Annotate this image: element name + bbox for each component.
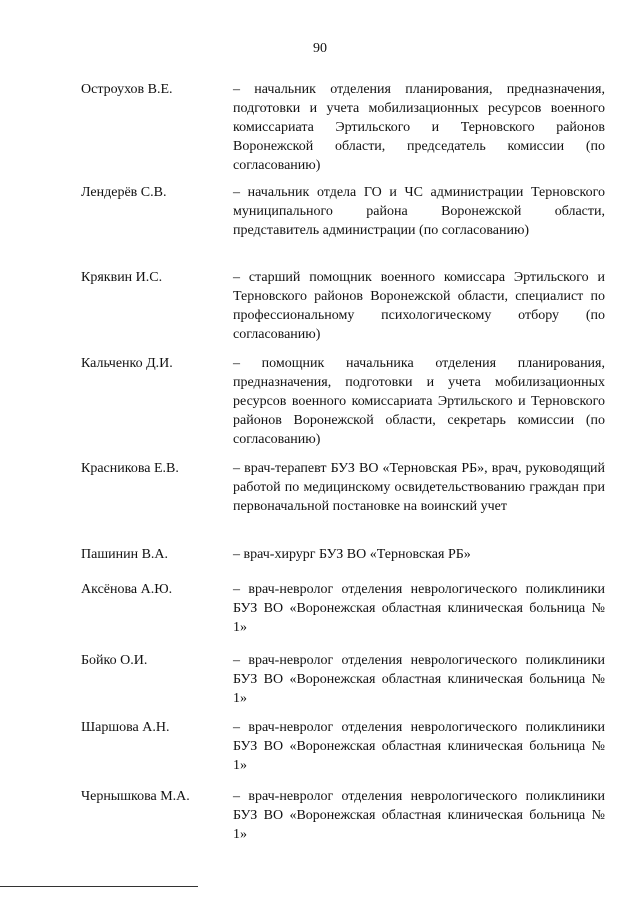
member-name: Аксёнова А.Ю. (81, 582, 173, 597)
member-name: Шаршова А.Н. (81, 720, 170, 735)
page-number: 90 (313, 41, 327, 56)
member-name: Кальченко Д.И. (81, 356, 173, 371)
member-name: Бойко О.И. (81, 653, 148, 668)
member-description: – помощник начальника отделения планирования, предназначения, подготовки и учета мобилизационных ресурсов военного комиссариата Эртильского и Терновского районов Воронежской области, секретарь комиссии (по согласованию) (233, 356, 605, 447)
member-name: Красникова Е.В. (81, 461, 179, 476)
footer-divider (0, 886, 198, 887)
member-description: – врач-хирург БУЗ ВО «Терновская РБ» (233, 547, 471, 562)
member-description: – начальник отдела ГО и ЧС администрации Терновского муниципального района Воронежской области, представитель администрации (по согласованию) (233, 185, 605, 238)
member-description: – врач-невролог отделения неврологического поликлиники БУЗ ВО «Воронежская областная клиническая больница № 1» (233, 653, 605, 706)
member-name: Чернышкова М.А. (81, 789, 190, 804)
member-name: Лендерёв С.В. (81, 185, 167, 200)
member-description: – врач-невролог отделения неврологического поликлиники БУЗ ВО «Воронежская областная клиническая больница № 1» (233, 582, 605, 635)
member-description: – врач-невролог отделения неврологического поликлиники БУЗ ВО «Воронежская областная клиническая больница № 1» (233, 720, 605, 773)
member-description: – старший помощник военного комиссара Эртильского и Терновского районов Воронежской области, специалист по профессиональному психологическому отбору (по согласованию) (233, 270, 605, 342)
member-name: Остроухов В.Е. (81, 82, 173, 97)
member-name: Кряквин И.С. (81, 270, 163, 285)
member-name: Пашинин В.А. (81, 547, 169, 562)
member-description: – врач-терапевт БУЗ ВО «Терновская РБ», врач, руководящий работой по медицинскому освидетельствованию граждан при первоначальной постановке на воинский учет (233, 461, 605, 514)
member-description: – врач-невролог отделения неврологического поликлиники БУЗ ВО «Воронежская областная клиническая больница № 1» (233, 789, 605, 842)
member-description: – начальник отделения планирования, предназначения, подготовки и учета мобилизационных ресурсов военного комиссариата Эртильского и Терновского районов Воронежской области, председатель комиссии (по согласованию) (233, 82, 605, 173)
